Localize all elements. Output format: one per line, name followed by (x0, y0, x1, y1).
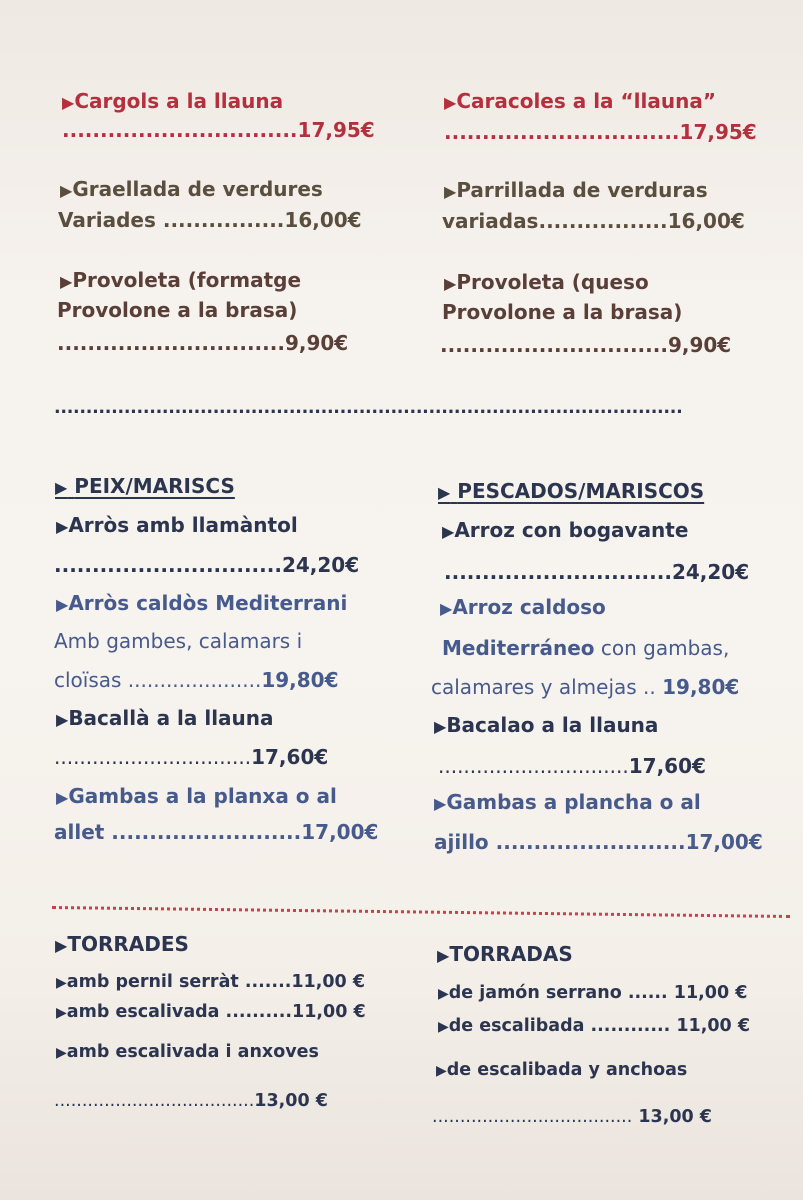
item-caracoles-title: ▶Caracoles a la “llauna” (444, 89, 716, 113)
play-triangle-icon: ▶ (56, 1045, 67, 1061)
item-arros-caldos-price-line: cloïsas .....................19,80€ (54, 668, 339, 692)
play-triangle-icon: ▶ (436, 1063, 447, 1079)
item-arroz-caldoso-desc: Mediterráneo con gambas, (442, 636, 730, 660)
play-triangle-icon: ▶ (60, 181, 73, 200)
section-header-pescados: ▶ PESCADOS/MARISCOS (438, 479, 705, 503)
price: 17,00€ (301, 820, 379, 844)
item-parrillada-price-line: variadas.................16,00€ (442, 209, 745, 233)
play-triangle-icon: ▶ (55, 478, 68, 497)
toast-item: ▶de escalibada ............ 11,00 € (438, 1016, 750, 1036)
section-divider: ................................................................................................... (54, 398, 683, 418)
item-arros-caldos-desc: Amb gambes, calamars i (54, 629, 303, 653)
price: 17,60€ (628, 754, 706, 778)
item-gambas-es-title: ▶Gambas a plancha o al (434, 790, 701, 814)
item-provoleta-line1: ▶Provoleta (formatge (60, 268, 302, 292)
play-triangle-icon: ▶ (55, 936, 68, 955)
item-cargols-price-line: ...............................17,95€ (62, 118, 375, 142)
play-triangle-icon: ▶ (444, 274, 457, 293)
item-gambas-price-line: allet .........................17,00€ (54, 820, 379, 844)
toast-item-anchoas-price-line: .................................... 13,00 € (432, 1107, 712, 1127)
item-provoleta-es-line1: ▶Provoleta (queso (444, 270, 649, 294)
toast-item-anchoas: ▶de escalibada y anchoas (436, 1060, 688, 1080)
item-bacalla-price-line: ...............................17,60€ (54, 745, 329, 769)
play-triangle-icon: ▶ (437, 946, 450, 965)
item-arros-caldos-title: ▶Arròs caldòs Mediterrani (56, 591, 348, 615)
play-triangle-icon: ▶ (434, 717, 447, 736)
item-arroz-caldoso-price-line: calamares y almejas .. 19,80€ (431, 675, 740, 699)
toast-item-anxoves-price-line: ....................................13,00 € (54, 1091, 328, 1111)
toast-item: ▶de jamón serrano ...... 11,00 € (438, 983, 748, 1003)
item-graellada-price-line: Variades ................16,00€ (58, 208, 362, 232)
play-triangle-icon: ▶ (62, 93, 75, 112)
item-cargols-title: ▶Cargols a la llauna (62, 89, 284, 113)
play-triangle-icon: ▶ (440, 599, 453, 618)
price: 11,00 € (291, 972, 365, 992)
item-provoleta-price-line: ..............................9,90€ (57, 331, 349, 355)
play-triangle-icon: ▶ (444, 93, 457, 112)
play-triangle-icon: ▶ (56, 517, 69, 536)
item-caracoles-price-line: ...............................17,95€ (444, 120, 757, 144)
item-gambas-title: ▶Gambas a la planxa o al (56, 784, 337, 808)
toast-item-anxoves: ▶amb escalivada i anxoves (56, 1042, 319, 1062)
item-bacalla-title: ▶Bacallà a la llauna (56, 706, 274, 730)
price: 13,00 € (638, 1107, 712, 1127)
toast-item: ▶amb escalivada ..........11,00 € (56, 1002, 366, 1022)
price: 11,00 € (673, 983, 748, 1003)
play-triangle-icon: ▶ (438, 1019, 449, 1035)
item-provoleta-es-price-line: ..............................9,90€ (440, 333, 732, 357)
item-arroz-bogavante-price-line: ..............................24,20€ (444, 560, 750, 584)
price: 9,90€ (284, 331, 349, 355)
item-graellada-title: ▶Graellada de verdures (60, 177, 323, 201)
red-dotted-divider (52, 906, 790, 918)
price: 17,95€ (297, 118, 375, 142)
item-arros-llamantol-title: ▶Arròs amb llamàntol (56, 513, 298, 537)
play-triangle-icon: ▶ (56, 788, 69, 807)
play-triangle-icon: ▶ (434, 794, 447, 813)
section-header-torradas: ▶TORRADAS (437, 942, 573, 966)
play-triangle-icon: ▶ (56, 1005, 67, 1021)
item-bacalao-price-line: ..............................17,60€ (438, 754, 706, 778)
item-provoleta-es-line2: Provolone a la brasa) (442, 300, 683, 324)
price: 9,90€ (667, 333, 732, 357)
play-triangle-icon: ▶ (444, 182, 457, 201)
price: 17,95€ (679, 120, 757, 144)
price: 13,00 € (254, 1091, 328, 1111)
price: 17,60€ (251, 745, 329, 769)
price: 11,00 € (676, 1016, 750, 1036)
play-triangle-icon: ▶ (60, 272, 73, 291)
item-parrillada-title: ▶Parrillada de verduras (444, 178, 708, 202)
price: 19,80€ (662, 675, 740, 699)
play-triangle-icon: ▶ (56, 595, 69, 614)
item-provoleta-line2: Provolone a la brasa) (57, 298, 298, 322)
item-arros-llamantol-price-line: ..............................24,20€ (54, 553, 360, 577)
price: 17,00€ (685, 830, 763, 854)
price: 11,00 € (292, 1002, 366, 1022)
play-triangle-icon: ▶ (56, 975, 67, 991)
price: 16,00€ (667, 209, 745, 233)
toast-item: ▶amb pernil serràt .......11,00 € (56, 972, 365, 992)
play-triangle-icon: ▶ (442, 522, 455, 541)
section-header-torrades: ▶TORRADES (55, 932, 189, 956)
play-triangle-icon: ▶ (438, 986, 449, 1002)
item-arroz-caldoso-title: ▶Arroz caldoso (440, 595, 606, 619)
price: 16,00€ (284, 208, 362, 232)
play-triangle-icon: ▶ (438, 483, 451, 502)
play-triangle-icon: ▶ (56, 710, 69, 729)
price: 24,20€ (281, 553, 360, 577)
section-header-peix: ▶ PEIX/MARISCS (55, 474, 235, 498)
price: 19,80€ (261, 668, 339, 692)
item-arroz-bogavante-title: ▶Arroz con bogavante (442, 518, 689, 542)
item-bacalao-title: ▶Bacalao a la llauna (434, 713, 659, 737)
price: 24,20€ (671, 560, 750, 584)
item-gambas-es-price-line: ajillo .........................17,00€ (434, 830, 763, 854)
